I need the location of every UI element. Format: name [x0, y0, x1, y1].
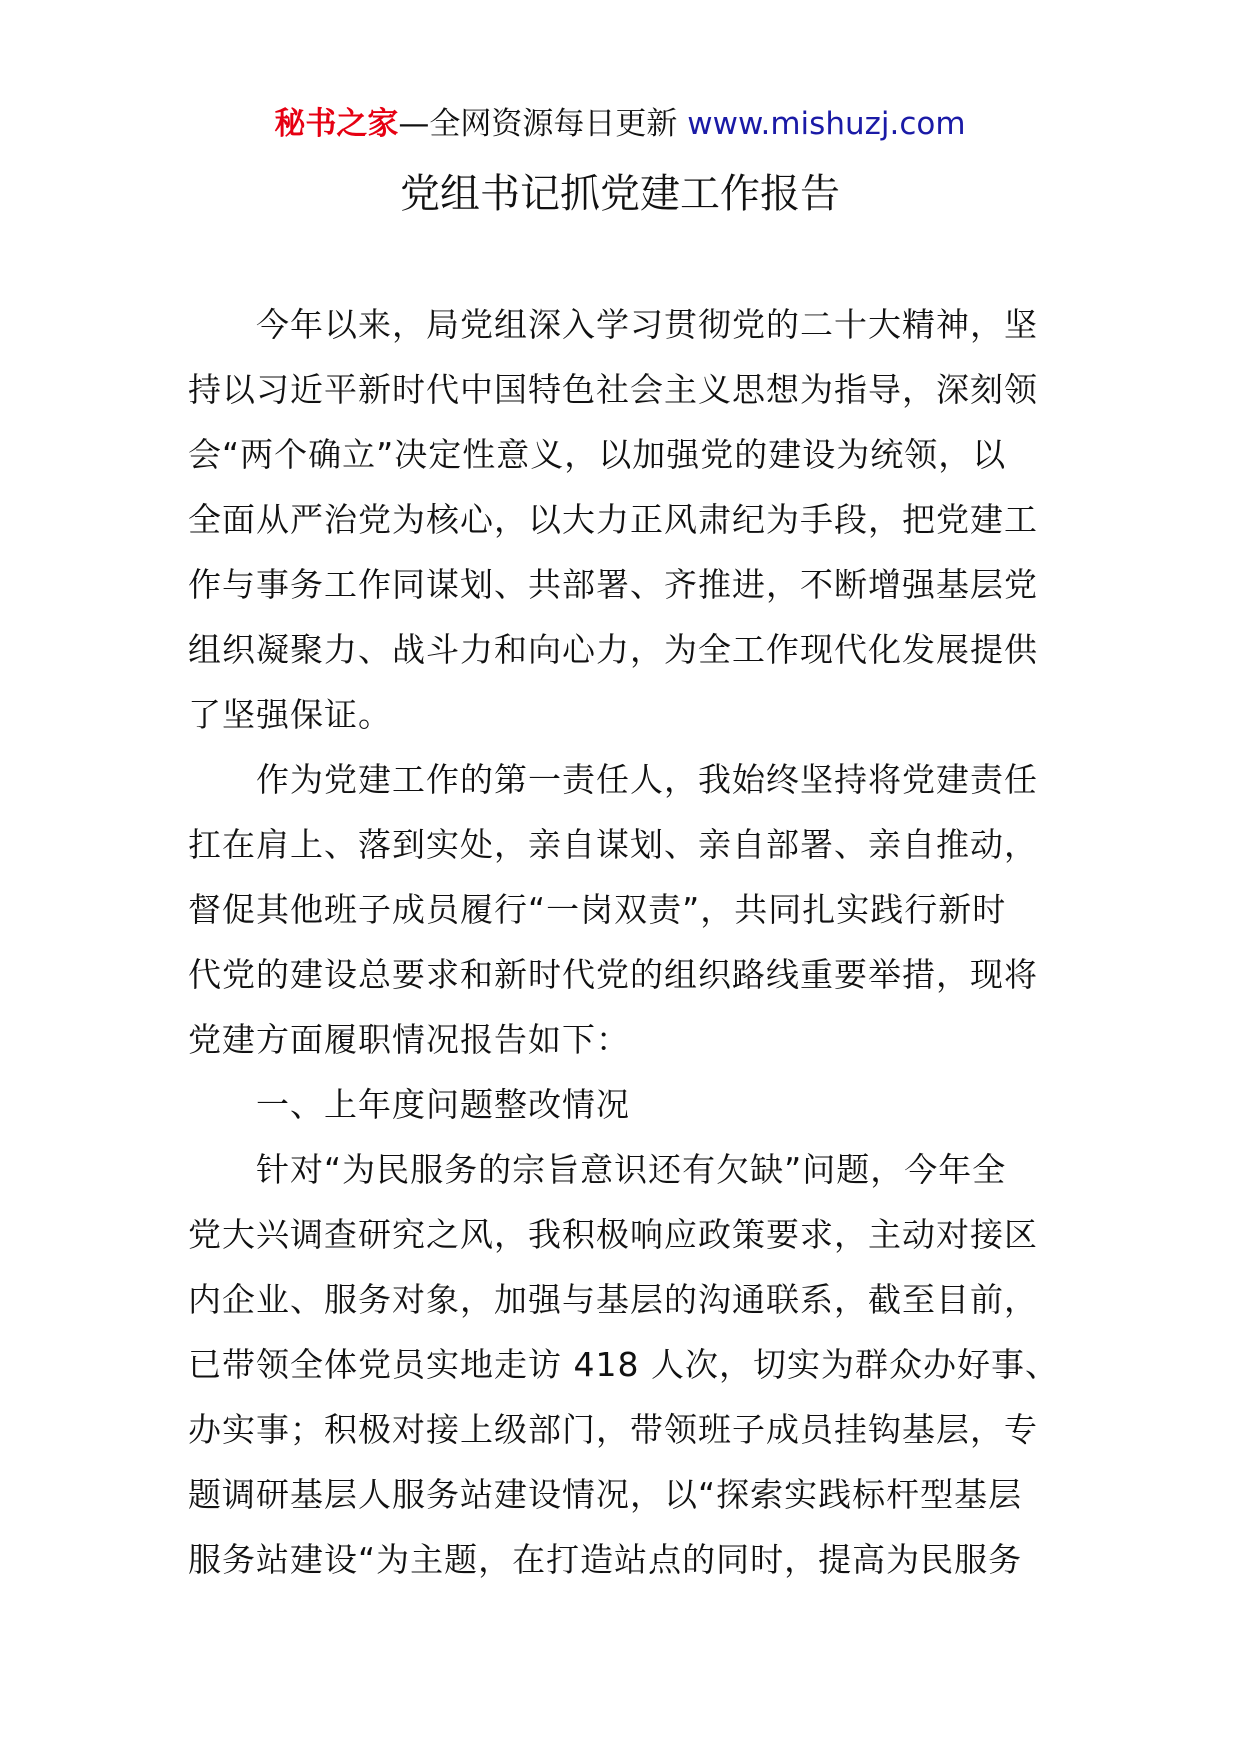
text-line: 题调研基层人服务站建设情况，以“探索实践标杆型基层 [188, 1475, 1023, 1514]
text-line: 作为党建工作的第一责任人，我始终坚持将党建责任 [256, 760, 1038, 799]
text-line: 办实事；积极对接上级部门，带领班子成员挂钩基层，专 [188, 1410, 1038, 1449]
text-line: 党建方面履职情况报告如下： [188, 1020, 630, 1059]
text-line: 了坚强保证。 [188, 695, 392, 734]
section-heading: 一、上年度问题整改情况 [256, 1085, 630, 1124]
text-line: 内企业、服务对象，加强与基层的沟通联系，截至目前， [188, 1280, 1038, 1319]
text-line: 作与事务工作同谋划、共部署、齐推进，不断增强基层党 [188, 565, 1038, 604]
text-line: 会“两个确立”决定性意义，以加强党的建设为统领，以 [188, 435, 1007, 474]
brand-name: 秘书之家 [274, 106, 399, 142]
text-line: 今年以来，局党组深入学习贯彻党的二十大精神，坚 [256, 305, 1038, 344]
text-line: 党大兴调查研究之风，我积极响应政策要求，主动对接区 [188, 1215, 1038, 1254]
text-line: 督促其他班子成员履行“一岗双责”，共同扎实践行新时 [188, 890, 1007, 929]
text-line: 代党的建设总要求和新时代党的组织路线重要举措，现将 [188, 955, 1038, 994]
text-line: 服务站建设“为主题，在打造站点的同时，提高为民服务 [188, 1540, 1023, 1579]
text-line: 持以习近平新时代中国特色社会主义思想为指导，深刻领 [188, 370, 1038, 409]
document-body [188, 292, 1068, 1592]
site-header [0, 100, 1240, 148]
document-title: 党组书记抓党建工作报告 [400, 171, 840, 217]
text-line: 全面从严治党为核心，以大力正风肃纪为手段，把党建工 [188, 500, 1038, 539]
text-line: 扛在肩上、落到实处，亲自谋划、亲自部署、亲自推动， [188, 825, 1038, 864]
text-line: 针对“为民服务的宗旨意识还有欠缺”问题，今年全 [256, 1150, 1007, 1189]
text-line: 已带领全体党员实地走访 418 人次，切实为群众办好事、 [188, 1345, 1059, 1384]
site-url[interactable]: www.mishuzj.com [687, 106, 966, 142]
slogan: —全网资源每日更新 [398, 106, 678, 142]
text-line: 组织凝聚力、战斗力和向心力，为全工作现代化发展提供 [188, 630, 1038, 669]
